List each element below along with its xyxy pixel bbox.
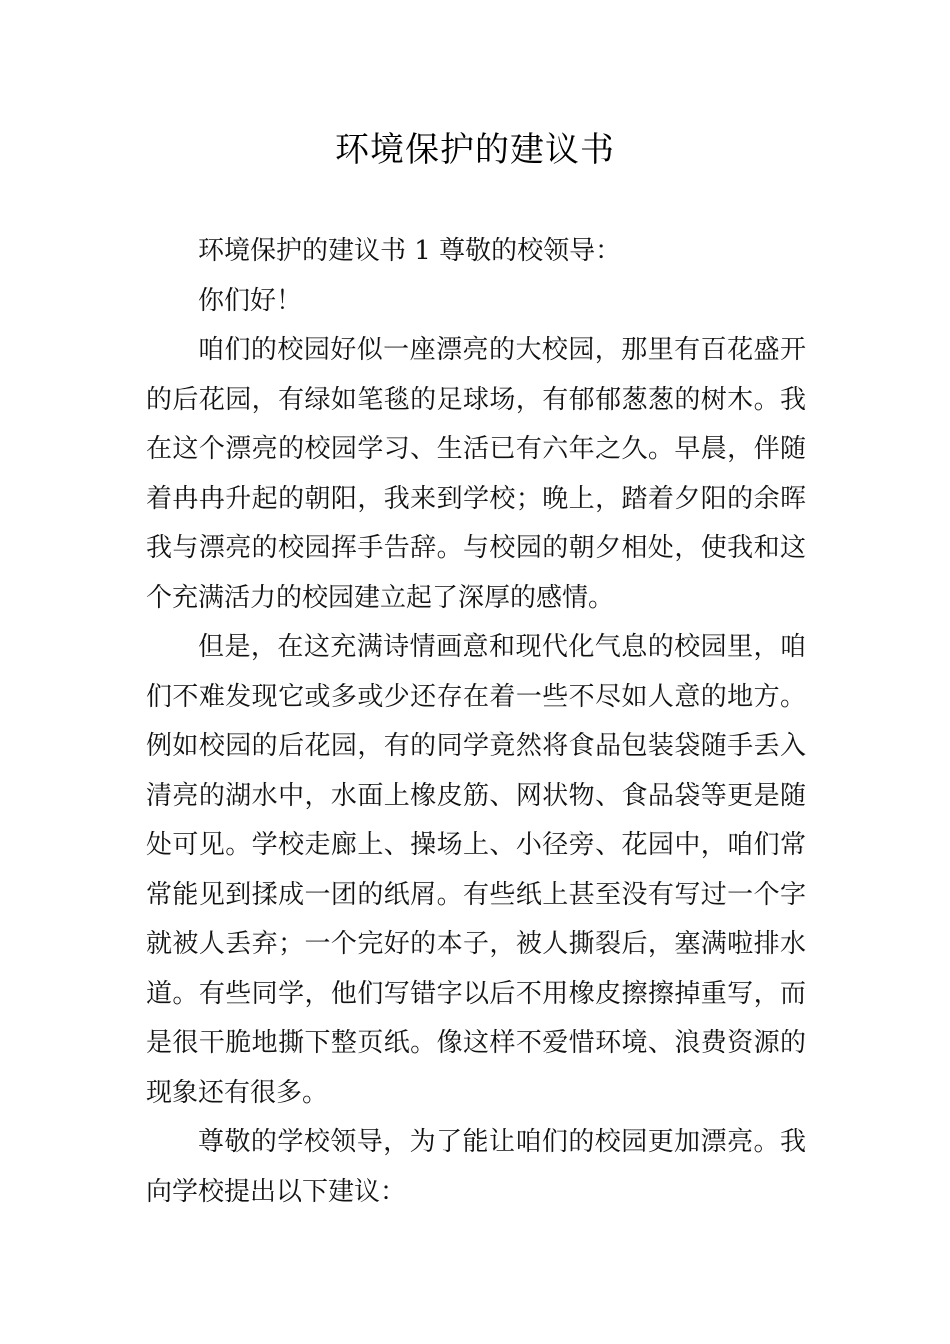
paragraph-salutation: 你们好！ xyxy=(198,285,303,316)
paragraph-problems: 但是，在这充满诗情画意和现代化气息的校园里，咱们不难发现它或多或少还存在着一些不尽如人意的地方。例如校园的后花园，有的同学竟然将食品包装袋随手丢入清亮的湖水中，水面上橡皮筋、网状物、食品袋等更是随处可见。学校走廊上、操场上、小径旁、花园中，咱们常常能见到揉成一团的纸屑。有些纸上甚至没有写过一个字就被人丢弃；一个完好的本子，被人撕裂后，塞满啦排水道。有些同学，他们写错字以后不用橡皮擦擦掉重写，而是很干脆地撕下整页纸。像这样不爱惜环境、浪费资源的现象还有很多。 xyxy=(146,632,806,1108)
paragraph-campus-description: 咱们的校园好似一座漂亮的大校园，那里有百花盛开的后花园，有绿如笔毯的足球场，有郁郁葱葱的树木。我在这个漂亮的校园学习、生活已有六年之久。早晨，伴随着冉冉升起的朝阳，我来到学校；晚上，踏着夕阳的余晖我与漂亮的校园挥手告辞。与校园的朝夕相处，使我和这个充满活力的校园建立起了深厚的感情。 xyxy=(146,335,806,613)
document-title: 环境保护的建议书 xyxy=(335,130,615,170)
paragraph-greeting: 环境保护的建议书 1 尊敬的校领导： xyxy=(198,236,622,266)
paragraph-proposal-intro: 尊敬的学校领导，为了能让咱们的校园更加漂亮。我向学校提出以下建议： xyxy=(146,1127,806,1207)
document-body xyxy=(146,227,806,1217)
